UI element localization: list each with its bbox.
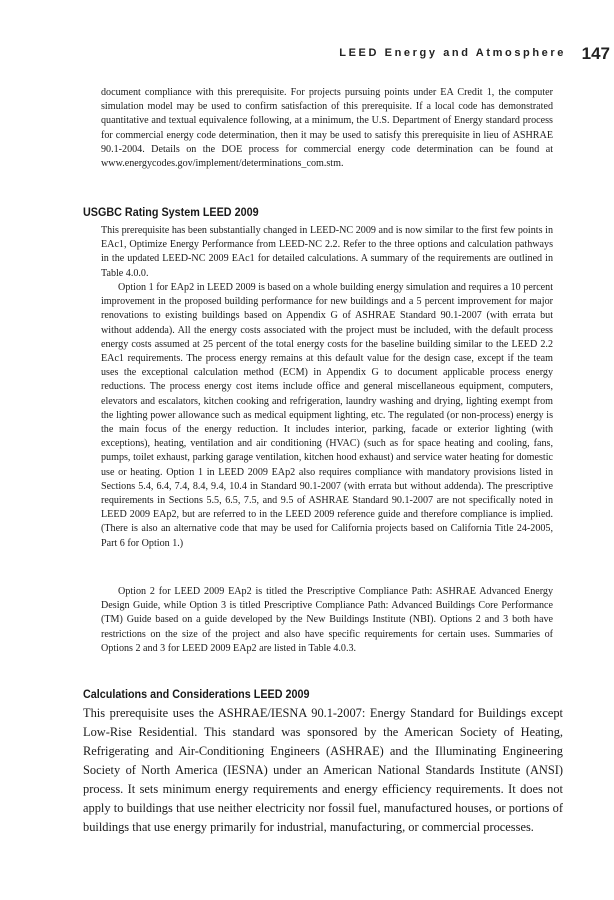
section-heading-usgbc: USGBC Rating System LEED 2009	[83, 206, 259, 219]
usgbc-paragraph-2: Option 1 for EAp2 in LEED 2009 is based on a whole building energy simulation and requires a 10 percent improvement in the proposed building performance for new buildings and a 5 percent improvement for major renovations to existing buildings based on Appendix G of ASHRAE Standard 90.1-2007 (with errata but without addenda). All the energy costs associated with the project must be included, with the default process energy costs assumed at 25 percent of the total energy costs for the baseline building similar to the LEED 2.2 EAc1 requirements. The process energy remains at this default value for the design case, except if the team uses the exceptional calculation method (ECM) in Appendix G to document applicable process energy reductions. The process energy cost items include office and general miscellaneous equipment, computers, elevators and escalators, kitchen cooking and refrigeration, laundry washing and drying, lighting exempt from the lighting power allowance such as medical equipment lighting, etc. The regulated (or non-process) energy is the main focus of the energy reduction. It includes interior, parking, facade or exterior lighting (with exceptions), heating, ventilation and air conditioning (HVAC) (such as for space heating and cooling, fans, pumps, toilet exhaust, parking garage ventilation, kitchen hood exhaust) and service water heating for domestic use or heating. Option 1 in LEED 2009 EAp2 also requires compliance with mandatory provisions listed in Sections 5.4, 6.4, 7.4, 8.4, 9.4, 10.4 in Standard 90.1-2007 (with errata but without addenda). The prescriptive requirements in Sections 5.5, 6.5, 7.5, and 9.5 of ASHRAE Standard 90.1-2007 are not specifically noted in LEED 2009 EAp2, but are referred to in the LEED 2009 reference guide and therefore compliance is implied. (There is also an alternative code that may be used for California projects based on California Title 24-2005, Part 6 for Option 1.)	[101, 282, 553, 549]
section-heading-calculations: Calculations and Considerations LEED 2009	[83, 688, 310, 701]
running-head-title: LEED Energy and Atmosphere	[339, 47, 566, 59]
usgbc-paragraph-1: This prerequisite has been substantially changed in LEED-NC 2009 and is now similar to the first few points in EAc1, Optimize Energy Performance from LEED-NC 2.2. Refer to the three options and calculation pathways in the updated LEED-NC 2009 EAc1 for detailed calculations. A summary of the requirements are outlined in Table 4.0.0.	[101, 225, 553, 279]
page-number: 147	[581, 44, 610, 63]
intro-paragraph: document compliance with this prerequisite. For projects pursuing points under EA Credit 1, the computer simulation model may be used to confirm satisfaction of this prerequisite. If a local code has demonstrated quantitative and textual equivalence following, at a minimum, the U.S. Department of Energy standard process for commercial energy code determination, then it may be used to satisfy this prerequisite in lieu of ASHRAE 90.1-2004. Details on the DOE process for commercial energy code determination can be found at www.energycodes.gov/implement/determinations_com.stm.	[101, 87, 553, 170]
calculations-paragraph: This prerequisite uses the ASHRAE/IESNA 90.1-2007: Energy Standard for Buildings except Low-Rise Residential. This standard was sponsored by the American Society of Heating, Refrigerating and Air-Conditioning Engineers (ASHRAE) and the Illuminating Engineering Society of North America (IESNA) under an American National Standards Institute (ANSI) process. It sets minimum energy requirements and energy efficiency requirements. It does not apply to buildings that use neither electricity nor fossil fuel, manufactured houses, or portions of buildings that use energy primarily for industrial, manufacturing, or commercial processes.	[83, 706, 563, 834]
running-head	[0, 44, 614, 68]
usgbc-paragraph-3: Option 2 for LEED 2009 EAp2 is titled the Prescriptive Compliance Path: ASHRAE Advanced Energy Design Guide, while Option 3 is titled Prescriptive Compliance Path: Advanced Buildings Core Performance (TM) Guide based on a guide developed by the New Buildings Institute (NBI). Options 2 and 3 both have restrictions on the size of the project and also have specific requirements for certain uses. Summaries of Options 2 and 3 for LEED 2009 EAp2 are listed in Table 4.0.3.	[101, 586, 553, 654]
